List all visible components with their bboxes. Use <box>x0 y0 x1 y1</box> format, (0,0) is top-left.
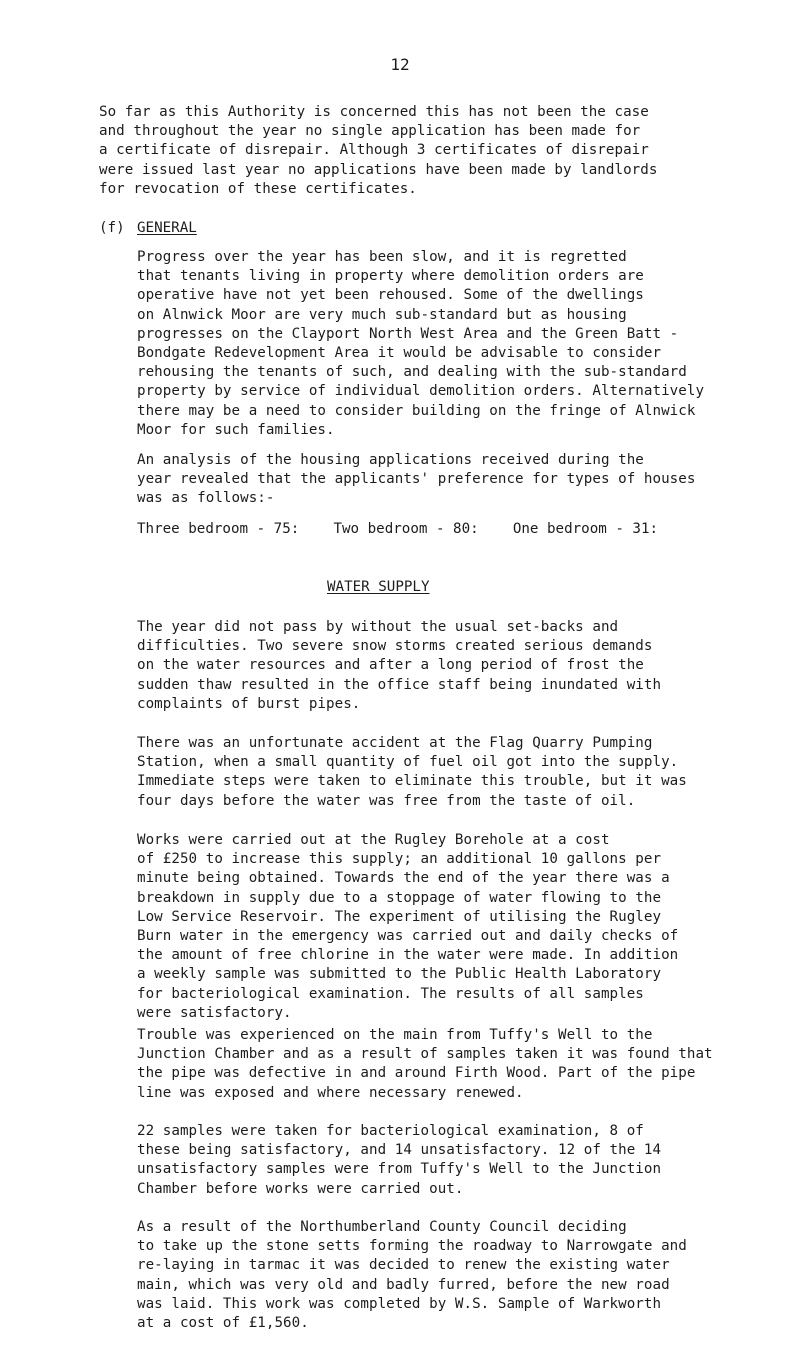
bedroom-preferences: Three bedroom - 75: Two bedroom - 80: One bedroom - 31: <box>137 521 659 537</box>
water-paragraph-2: There was an unfortunate accident at the Flag Quarry Pumping Station, when a small quantity of fuel oil got into the supply. Immediate steps were taken to eliminate this trouble, but it was four days before the water was free from the taste of oil. <box>137 735 687 809</box>
general-paragraph-1: Progress over the year has been slow, and it is regretted that tenants living in property where demolition orders are operative have not yet been rehoused. Some of the dwellings on Alnwick Moor are very much sub-standard but as housing progresses on the Clayport North West Area and the Green Batt - Bondgate Redevelopment Area it would be advisable to consider rehousing the tenants of such, and dealing with the sub-standard property by service of individual demolition orders. Alternatively there may be a need to consider building on the fringe of Alnwick Moor for such families. <box>137 249 705 438</box>
general-paragraph-2: An analysis of the housing applications received during the year revealed that the applicants' preference for types of houses was as follows:- <box>137 452 696 507</box>
water-paragraph-1: The year did not pass by without the usual set-backs and difficulties. Two severe snow storms created serious demands on the water resources and after a long period of frost the sudden thaw resulted in the office staff being inundated with complaints of burst pipes. <box>137 619 662 712</box>
water-supply-heading: WATER SUPPLY <box>327 579 430 595</box>
water-paragraph-4: Trouble was experienced on the main from Tuffy's Well to the Junction Chamber and as a result of samples taken it was found that the pipe was defective in and around Firth Wood. Part of the pipe line was exposed and where necessary renewed. <box>137 1027 713 1101</box>
general-heading: GENERAL <box>137 220 197 236</box>
water-paragraph-5: 22 samples were taken for bacteriological examination, 8 of these being satisfactory, and 14 unsatisfactory. 12 of the 14 unsatisfactory samples were from Tuffy's Well to the Junction Chamber before works were carried out. <box>137 1123 662 1197</box>
water-paragraph-6: As a result of the Northumberland County Council deciding to take up the stone setts forming the roadway to Narrowgate and re-laying in tarmac it was decided to renew the existing water main, which was very old and badly furred, before the new road was laid. This work was completed by W.S. Sample of Warkworth at a cost of £1,560. <box>137 1219 687 1332</box>
page-number: 12 <box>390 55 410 74</box>
intro-paragraph: So far as this Authority is concerned this has not been the case and throughout the year no single application has been made for a certificate of disrepair. Although 3 certificates of disrepair were issued last year no applications have been made by landlords for revocation of these certificates. <box>99 104 658 197</box>
section-marker: (f) <box>99 220 125 236</box>
water-paragraph-3: Works were carried out at the Rugley Borehole at a cost of £250 to increase this supply; an additional 10 gallons per minute being obtained. Towards the end of the year there was a breakdown in supply due to a stoppage of water flowing to the Low Service Reservoir. The experiment of utilising the Rugley Burn water in the emergency was carried out and daily checks of the amount of free chlorine in the water were made. In addition a weekly sample was submitted to the Public Health Laboratory for bacteriological examination. The results of all samples were satisfactory. <box>137 832 679 1021</box>
